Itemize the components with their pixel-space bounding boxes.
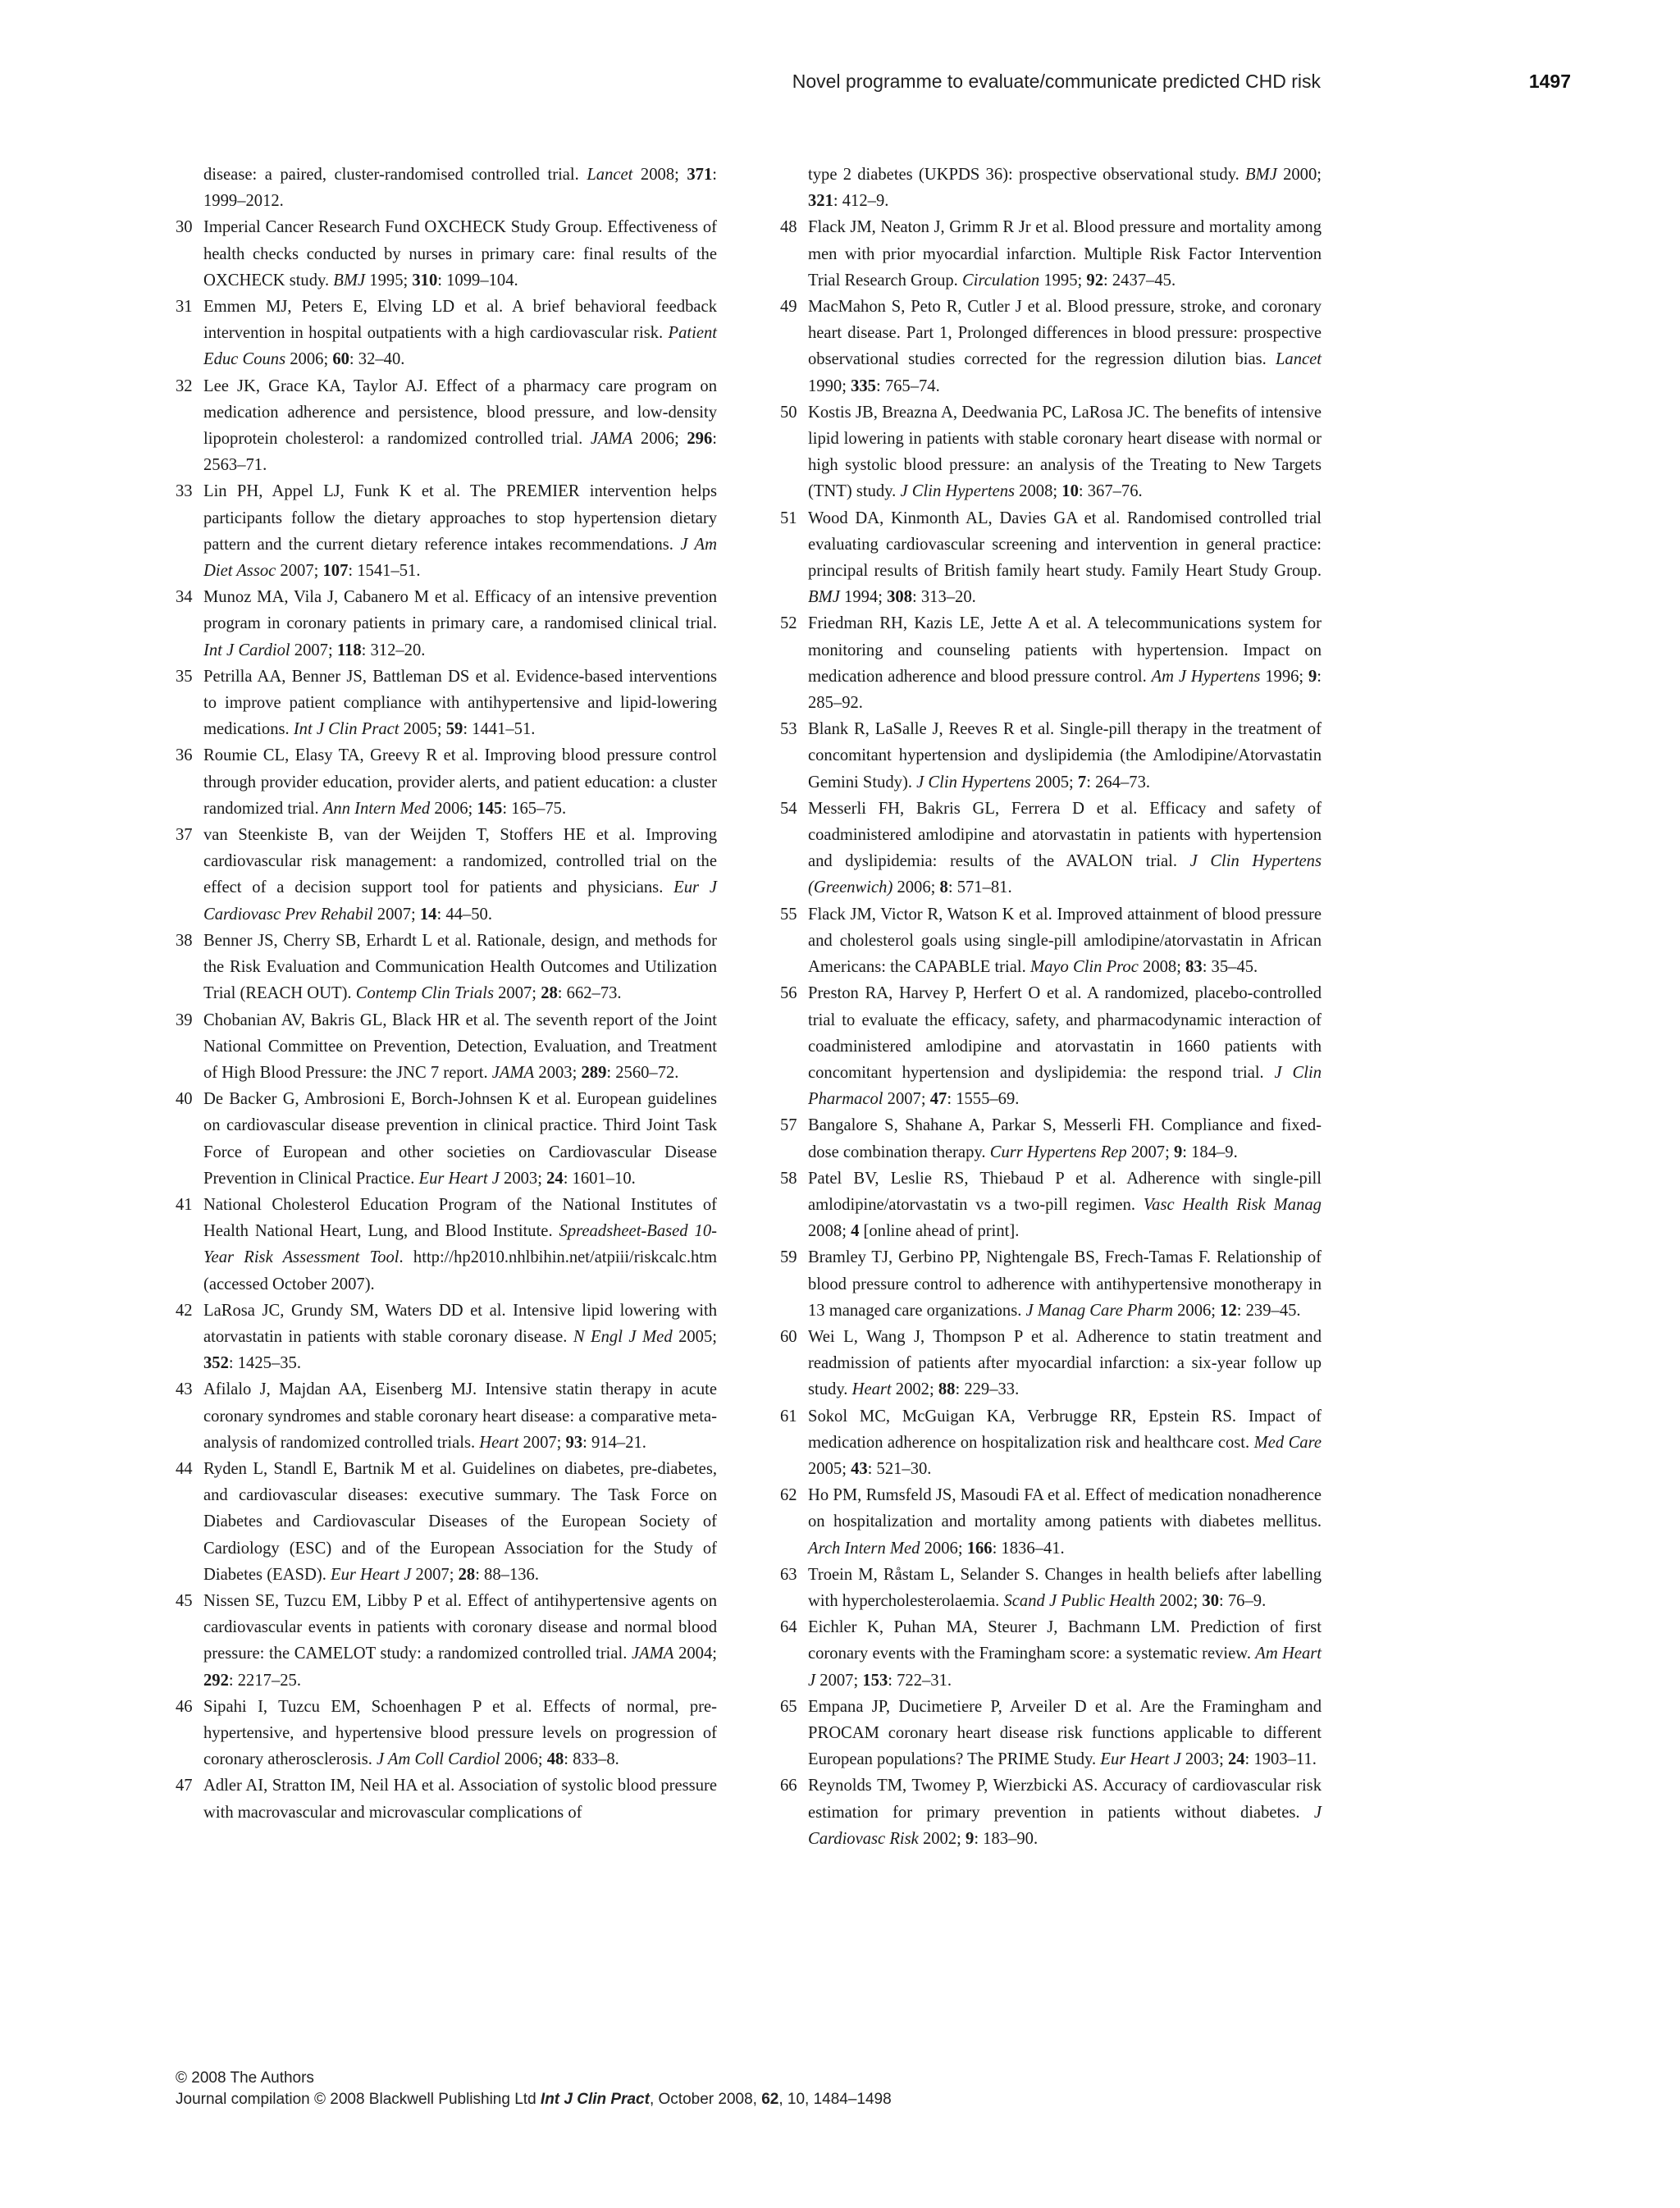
reference-text: van Steenkiste B, van der Weijden T, Stoffers HE et al. Improving cardiovascular risk management: a randomized, controlled trial on the effect of a decision support tool for patients and physicians. Eur J Cardiovasc Prev Rehabil 2007; 14: 44–50. xyxy=(203,826,717,924)
reference-number: 40 xyxy=(176,1090,193,1109)
reference-text: Blank R, LaSalle J, Reeves R et al. Single-pill therapy in the treatment of concomitant hypertension and dyslipidemia (the Amlodipine/Atorvastatin Gemini Study). J Clin Hypertens 2005; 7: 264–73. xyxy=(808,720,1322,792)
reference-number: 42 xyxy=(176,1301,193,1320)
reference-number: 30 xyxy=(176,218,193,237)
reference-number: 50 xyxy=(780,403,797,422)
reference-number: 46 xyxy=(176,1697,193,1716)
reference-text: disease: a paired, cluster-randomised controlled trial. Lancet 2008; 371: 1999–2012. xyxy=(203,166,717,211)
reference-number: 36 xyxy=(176,746,193,765)
journal-line-suffix: , 10, 1484–1498 xyxy=(778,2091,892,2108)
reference-number: 54 xyxy=(780,799,797,818)
reference-item xyxy=(176,822,717,928)
reference-number: 59 xyxy=(780,1248,797,1267)
reference-number: 48 xyxy=(780,218,797,237)
reference-item xyxy=(176,1694,717,1773)
reference-item xyxy=(176,1086,717,1192)
reference-item xyxy=(176,584,717,664)
reference-item xyxy=(780,1562,1322,1614)
reference-item xyxy=(176,1456,717,1588)
reference-item xyxy=(780,901,1322,981)
reference-item xyxy=(176,1772,717,1825)
reference-number: 34 xyxy=(176,588,193,607)
reference-text: Ho PM, Rumsfeld JS, Masoudi FA et al. Effect of medication nonadherence on hospitalization and mortality among patients with diabetes mellitus. Arch Intern Med 2006; 166: 1836–41. xyxy=(808,1486,1322,1558)
reference-item xyxy=(176,742,717,822)
reference-number: 63 xyxy=(780,1565,797,1584)
reference-text: Munoz MA, Vila J, Cabanero M et al. Efficacy of an intensive prevention program in coronary patients in primary care, a randomised clinical trial. Int J Cardiol 2007; 118: 312–20. xyxy=(203,588,717,659)
reference-text: Wood DA, Kinmonth AL, Davies GA et al. Randomised controlled trial evaluating cardiovascular screening and intervention in general practice: principal results of British family heart study. Family Heart Study Group. BMJ 1994; 308: 313–20. xyxy=(808,509,1322,607)
journal-name: Int J Clin Pract xyxy=(540,2091,650,2108)
reference-item xyxy=(780,505,1322,611)
reference-number: 57 xyxy=(780,1116,797,1135)
reference-text: Wei L, Wang J, Thompson P et al. Adherence to statin treatment and readmission of patients after myocardial infarction: a six-year follow up study. Heart 2002; 88: 229–33. xyxy=(808,1327,1322,1399)
reference-number: 37 xyxy=(176,826,193,845)
reference-text: Troein M, Råstam L, Selander S. Changes in health beliefs after labelling with hypercholesterolaemia. Scand J Public Health 2002; 30: 76–9. xyxy=(808,1565,1322,1610)
reference-text: Eichler K, Puhan MA, Steurer J, Bachmann LM. Prediction of first coronary events with the Framingham score: a systematic review. Am Heart J 2007; 153: 722–31. xyxy=(808,1618,1322,1690)
reference-number: 56 xyxy=(780,984,797,1003)
reference-text: Friedman RH, Kazis LE, Jette A et al. A telecommunications system for monitoring and counseling patients with hypertension. Impact on medication adherence and blood pressure control. Am J Hypertens 1996; 9: 285–92. xyxy=(808,614,1322,713)
reference-number: 64 xyxy=(780,1618,797,1637)
reference-text: Preston RA, Harvey P, Herfert O et al. A randomized, placebo-controlled trial to evaluate the efficacy, safety, and pharmacodynamic interaction of coadministered amlodipine and atorvastatin in 1660 patients with concomitant hypertension and dyslipidemia: the respond trial. J Clin Pharmacol 2007; 47: 1555–69. xyxy=(808,984,1322,1109)
reference-text: Reynolds TM, Twomey P, Wierzbicki AS. Accuracy of cardiovascular risk estimation for primary prevention in patients without diabetes. J Cardiovasc Risk 2002; 9: 183–90. xyxy=(808,1777,1322,1848)
reference-text: Sipahi I, Tuzcu EM, Schoenhagen P et al. Effects of normal, pre-hypertensive, and hypertensive blood pressure levels on progression of coronary atherosclerosis. J Am Coll Cardiol 2006; 48: 833–8. xyxy=(203,1697,717,1769)
page-number: 1497 xyxy=(1528,71,1571,92)
reference-item xyxy=(780,1166,1322,1245)
reference-text: type 2 diabetes (UKPDS 36): prospective observational study. BMJ 2000; 321: 412–9. xyxy=(808,166,1322,211)
reference-text: Flack JM, Victor R, Watson K et al. Improved attainment of blood pressure and cholesterol goals using single-pill amlodipine/atorvastatin in African Americans: the CAPABLE trial. Mayo Clin Proc 2008; 83: 35–45. xyxy=(808,905,1322,977)
reference-text: Flack JM, Neaton J, Grimm R Jr et al. Blood pressure and mortality among men with prior myocardial infarction. Multiple Risk Factor Intervention Trial Research Group. Circulation 1995; 92: 2437–45. xyxy=(808,218,1322,290)
reference-number: 65 xyxy=(780,1697,797,1716)
reference-item xyxy=(176,1376,717,1456)
reference-text: Chobanian AV, Bakris GL, Black HR et al. The seventh report of the Joint National Committee on Prevention, Detection, Evaluation, and Treatment of High Blood Pressure: the JNC 7 report. JAMA 2003; 289: 2560–72. xyxy=(203,1010,717,1082)
reference-number: 38 xyxy=(176,931,193,950)
reference-item xyxy=(176,1588,717,1694)
reference-number: 32 xyxy=(176,376,193,395)
reference-item xyxy=(176,1192,717,1298)
reference-item xyxy=(176,294,717,373)
reference-item xyxy=(780,980,1322,1112)
reference-item xyxy=(780,214,1322,294)
reference-number: 62 xyxy=(780,1486,797,1505)
reference-item xyxy=(780,716,1322,796)
reference-item xyxy=(780,1403,1322,1483)
reference-number: 41 xyxy=(176,1195,193,1214)
reference-number: 49 xyxy=(780,298,797,317)
reference-number: 51 xyxy=(780,509,797,527)
reference-item xyxy=(780,1244,1322,1324)
running-title: Novel programme to evaluate/communicate predicted CHD risk xyxy=(792,71,1321,92)
reference-number: 43 xyxy=(176,1380,193,1399)
reference-text: Afilalo J, Majdan AA, Eisenberg MJ. Intensive statin therapy in acute coronary syndromes and stable coronary heart disease: a comparative meta-analysis of randomized controlled trials. Heart 2007; 93: 914–21. xyxy=(203,1380,717,1452)
reference-number: 45 xyxy=(176,1591,193,1610)
reference-text: Bangalore S, Shahane A, Parkar S, Messerli FH. Compliance and fixed-dose combination therapy. Curr Hypertens Rep 2007; 9: 184–9. xyxy=(808,1116,1322,1161)
reference-continuation xyxy=(780,162,1322,214)
reference-item xyxy=(176,1007,717,1087)
copyright-line: © 2008 The Authors xyxy=(176,2069,314,2087)
reference-text: Kostis JB, Breazna A, Deedwania PC, LaRosa JC. The benefits of intensive lipid lowering in patients with stable coronary heart disease with normal or high systolic blood pressure: an analysis of the Treating to New Targets (TNT) study. J Clin Hypertens 2008; 10: 367–76. xyxy=(808,403,1322,501)
references-right-column xyxy=(780,162,1322,1852)
reference-text: Benner JS, Cherry SB, Erhardt L et al. Rationale, design, and methods for the Risk Evaluation and Communication Health Outcomes and Utilization Trial (REACH OUT). Contemp Clin Trials 2007; 28: 662–73. xyxy=(203,931,717,1003)
reference-text: LaRosa JC, Grundy SM, Waters DD et al. Intensive lipid lowering with atorvastatin in patients with stable coronary disease. N Engl J Med 2005; 352: 1425–35. xyxy=(203,1301,717,1373)
journal-line xyxy=(176,2089,892,2110)
reference-number: 60 xyxy=(780,1327,797,1346)
reference-text: De Backer G, Ambrosioni E, Borch-Johnsen K et al. European guidelines on cardiovascular disease prevention in clinical practice. Third Joint Task Force of European and other societies on Cardiovascular Disease Prevention in Clinical Practice. Eur Heart J 2003; 24: 1601–10. xyxy=(203,1090,717,1188)
journal-line-date: , October 2008, xyxy=(649,2091,762,2108)
reference-text: Bramley TJ, Gerbino PP, Nightengale BS, Frech-Tamas F. Relationship of blood pressure control to adherence with antihypertensive monotherapy in 13 managed care organizations. J Manag Care Pharm 2006; 12: 239–45. xyxy=(808,1248,1322,1320)
reference-text: Lee JK, Grace KA, Taylor AJ. Effect of a pharmacy care program on medication adherence and persistence, blood pressure, and low-density lipoprotein cholesterol: a randomized controlled trial. JAMA 2006; 296: 2563–71. xyxy=(203,376,717,475)
reference-text: Adler AI, Stratton IM, Neil HA et al. Association of systolic blood pressure with macrovascular and microvascular complications of xyxy=(203,1777,717,1822)
reference-item xyxy=(780,1482,1322,1562)
reference-item xyxy=(780,399,1322,505)
journal-volume: 62 xyxy=(761,2091,779,2108)
reference-text: Empana JP, Ducimetiere P, Arveiler D et al. Are the Framingham and PROCAM coronary heart disease risk functions applicable to different European populations? The PRIME Study. Eur Heart J 2003; 24: 1903–11. xyxy=(808,1697,1322,1769)
reference-text: Sokol MC, McGuigan KA, Verbrugge RR, Epstein RS. Impact of medication adherence on hospitalization risk and healthcare cost. Med Care 2005; 43: 521–30. xyxy=(808,1407,1322,1478)
reference-number: 53 xyxy=(780,720,797,739)
reference-text: National Cholesterol Education Program of the National Institutes of Health National Heart, Lung, and Blood Institute. Spreadsheet-Based 10-Year Risk Assessment Tool. http://hp2010.nhlbihin.net/atpiii/riskcalc.htm (accessed October 2007). xyxy=(203,1195,717,1293)
reference-text: Imperial Cancer Research Fund OXCHECK Study Group. Effectiveness of health checks conducted by nurses in primary care: final results of the OXCHECK study. BMJ 1995; 310: 1099–104. xyxy=(203,218,717,290)
reference-number: 35 xyxy=(176,667,193,686)
reference-text: MacMahon S, Peto R, Cutler J et al. Blood pressure, stroke, and coronary heart disease. Part 1, Prolonged differences in blood pressure: prospective observational studies corrected for the regression dilution bias. Lancet 1990; 335: 765–74. xyxy=(808,298,1322,395)
reference-item xyxy=(780,1324,1322,1403)
reference-item xyxy=(780,1112,1322,1165)
reference-text: Ryden L, Standl E, Bartnik M et al. Guidelines on diabetes, pre-diabetes, and cardiovascular diseases: executive summary. The Task Force on Diabetes and Cardiovascular Diseases of the European Society of Cardiology (ESC) and of the European Association for the Study of Diabetes (EASD). Eur Heart J 2007; 28: 88–136. xyxy=(203,1459,717,1584)
reference-text: Lin PH, Appel LJ, Funk K et al. The PREMIER intervention helps participants follow the dietary approaches to stop hypertension dietary pattern and the current dietary reference intakes recommendations. J Am Diet Assoc 2007; 107: 1541–51. xyxy=(203,482,717,581)
journal-line-prefix: Journal compilation © 2008 Blackwell Publishing Ltd xyxy=(176,2091,541,2108)
reference-item xyxy=(780,1614,1322,1694)
reference-text: Petrilla AA, Benner JS, Battleman DS et al. Evidence-based interventions to improve patient compliance with antihypertensive and lipid-lowering medications. Int J Clin Pract 2005; 59: 1441–51. xyxy=(203,667,717,739)
reference-number: 39 xyxy=(176,1010,193,1029)
reference-item xyxy=(176,214,717,294)
references-left-column xyxy=(176,162,717,1826)
reference-number: 58 xyxy=(780,1169,797,1188)
running-header xyxy=(0,71,1680,103)
reference-number: 52 xyxy=(780,614,797,633)
reference-continuation xyxy=(176,162,717,214)
reference-number: 47 xyxy=(176,1777,193,1795)
reference-item xyxy=(780,610,1322,716)
reference-number: 66 xyxy=(780,1777,797,1795)
reference-item xyxy=(176,928,717,1007)
reference-item xyxy=(176,664,717,743)
reference-text: Nissen SE, Tuzcu EM, Libby P et al. Effect of antihypertensive agents on cardiovascular events in patients with coronary disease and normal blood pressure: the CAMELOT study: a randomized controlled trial. JAMA 2004; 292: 2217–25. xyxy=(203,1591,718,1690)
reference-item xyxy=(176,1298,717,1377)
reference-text: Roumie CL, Elasy TA, Greevy R et al. Improving blood pressure control through provider education, provider alerts, and patient education: a cluster randomized trial. Ann Intern Med 2006; 145: 165–75. xyxy=(203,746,717,818)
reference-item xyxy=(176,373,717,479)
reference-item xyxy=(780,294,1322,399)
reference-item xyxy=(780,796,1322,901)
page-footer xyxy=(176,2068,892,2110)
reference-number: 44 xyxy=(176,1459,193,1478)
reference-number: 31 xyxy=(176,298,193,317)
reference-number: 55 xyxy=(780,905,797,924)
reference-number: 33 xyxy=(176,482,193,501)
reference-item xyxy=(780,1772,1322,1852)
reference-item xyxy=(176,478,717,584)
reference-number: 61 xyxy=(780,1407,797,1426)
reference-item xyxy=(780,1694,1322,1773)
reference-text: Patel BV, Leslie RS, Thiebaud P et al. Adherence with single-pill amlodipine/atorvastatin vs a two-pill regimen. Vasc Health Risk Manag 2008; 4 [online ahead of print]. xyxy=(808,1169,1322,1241)
reference-text: Messerli FH, Bakris GL, Ferrera D et al. Efficacy and safety of coadministered amlodipine and atorvastatin in patients with hypertension and dyslipidemia: results of the AVALON trial. J Clin Hypertens (Greenwich) 2006; 8: 571–81. xyxy=(808,799,1322,897)
reference-text: Emmen MJ, Peters E, Elving LD et al. A brief behavioral feedback intervention in hospital outpatients with a high cardiovascular risk. Patient Educ Couns 2006; 60: 32–40. xyxy=(203,298,717,369)
